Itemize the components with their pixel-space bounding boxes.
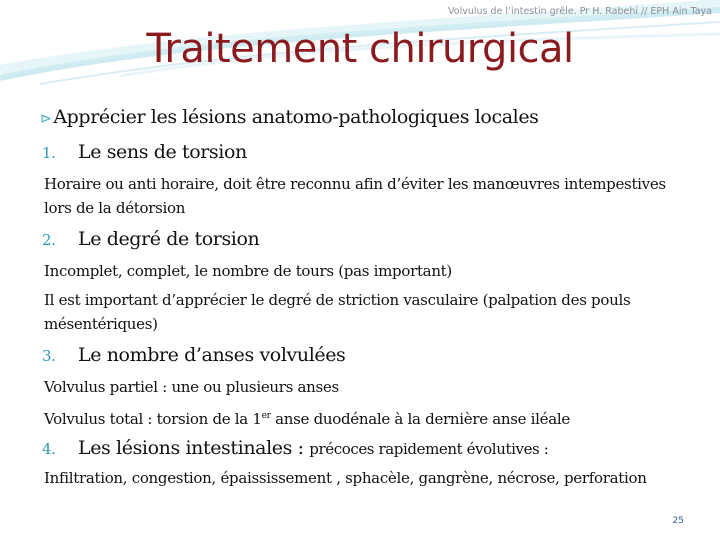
main-bullet-text: Apprécier les lésions anatomo-pathologiques locales [53,106,539,128]
slide-title: Traitement chirurgical [146,26,574,72]
item-3-text-2: Volvulus total : torsion de la 1er anse duodénale à la dernière anse iléale [44,410,570,428]
bullet-arrow-icon: ⊳ [40,111,52,127]
item-heading-text: Le sens de torsion [78,141,247,163]
item-1-heading [42,141,247,163]
item-heading-text: Le degré de torsion [78,228,260,250]
item-3-text-1: Volvulus partiel : une ou plusieurs anses [44,378,339,396]
item-2-text-1: Incomplet, complet, le nombre de tours (pas important) [44,262,452,280]
item-number: 1. [42,144,56,162]
item-number: 4. [42,440,56,458]
item-heading-text: Les lésions intestinales : [78,437,304,459]
item-number: 3. [42,347,56,365]
item-4-heading [42,437,548,459]
item-heading-suffix: précoces rapidement évolutives : [309,440,549,458]
header-note: Volvulus de l’intestin grêle. Pr H. Rabehi // EPH Ain Taya [448,6,712,17]
item-2-heading [42,228,259,250]
item-number: 2. [42,231,56,249]
page-number: 25 [672,516,684,526]
item-4-text: Infiltration, congestion, épaississement , sphacèle, gangrène, nécrose, perforation [44,469,647,487]
main-bullet [40,106,539,128]
item-heading-text: Le nombre d’anses volvulées [78,344,346,366]
item-3-heading [42,344,345,366]
item-2-text-2: Il est important d’apprécier le degré de striction vasculaire (palpation des pouls mésentériques) [44,291,631,333]
item-1-text: Horaire ou anti horaire, doit être reconnu afin d’éviter les manœuvres intempestives lors de la détorsion [44,175,666,217]
